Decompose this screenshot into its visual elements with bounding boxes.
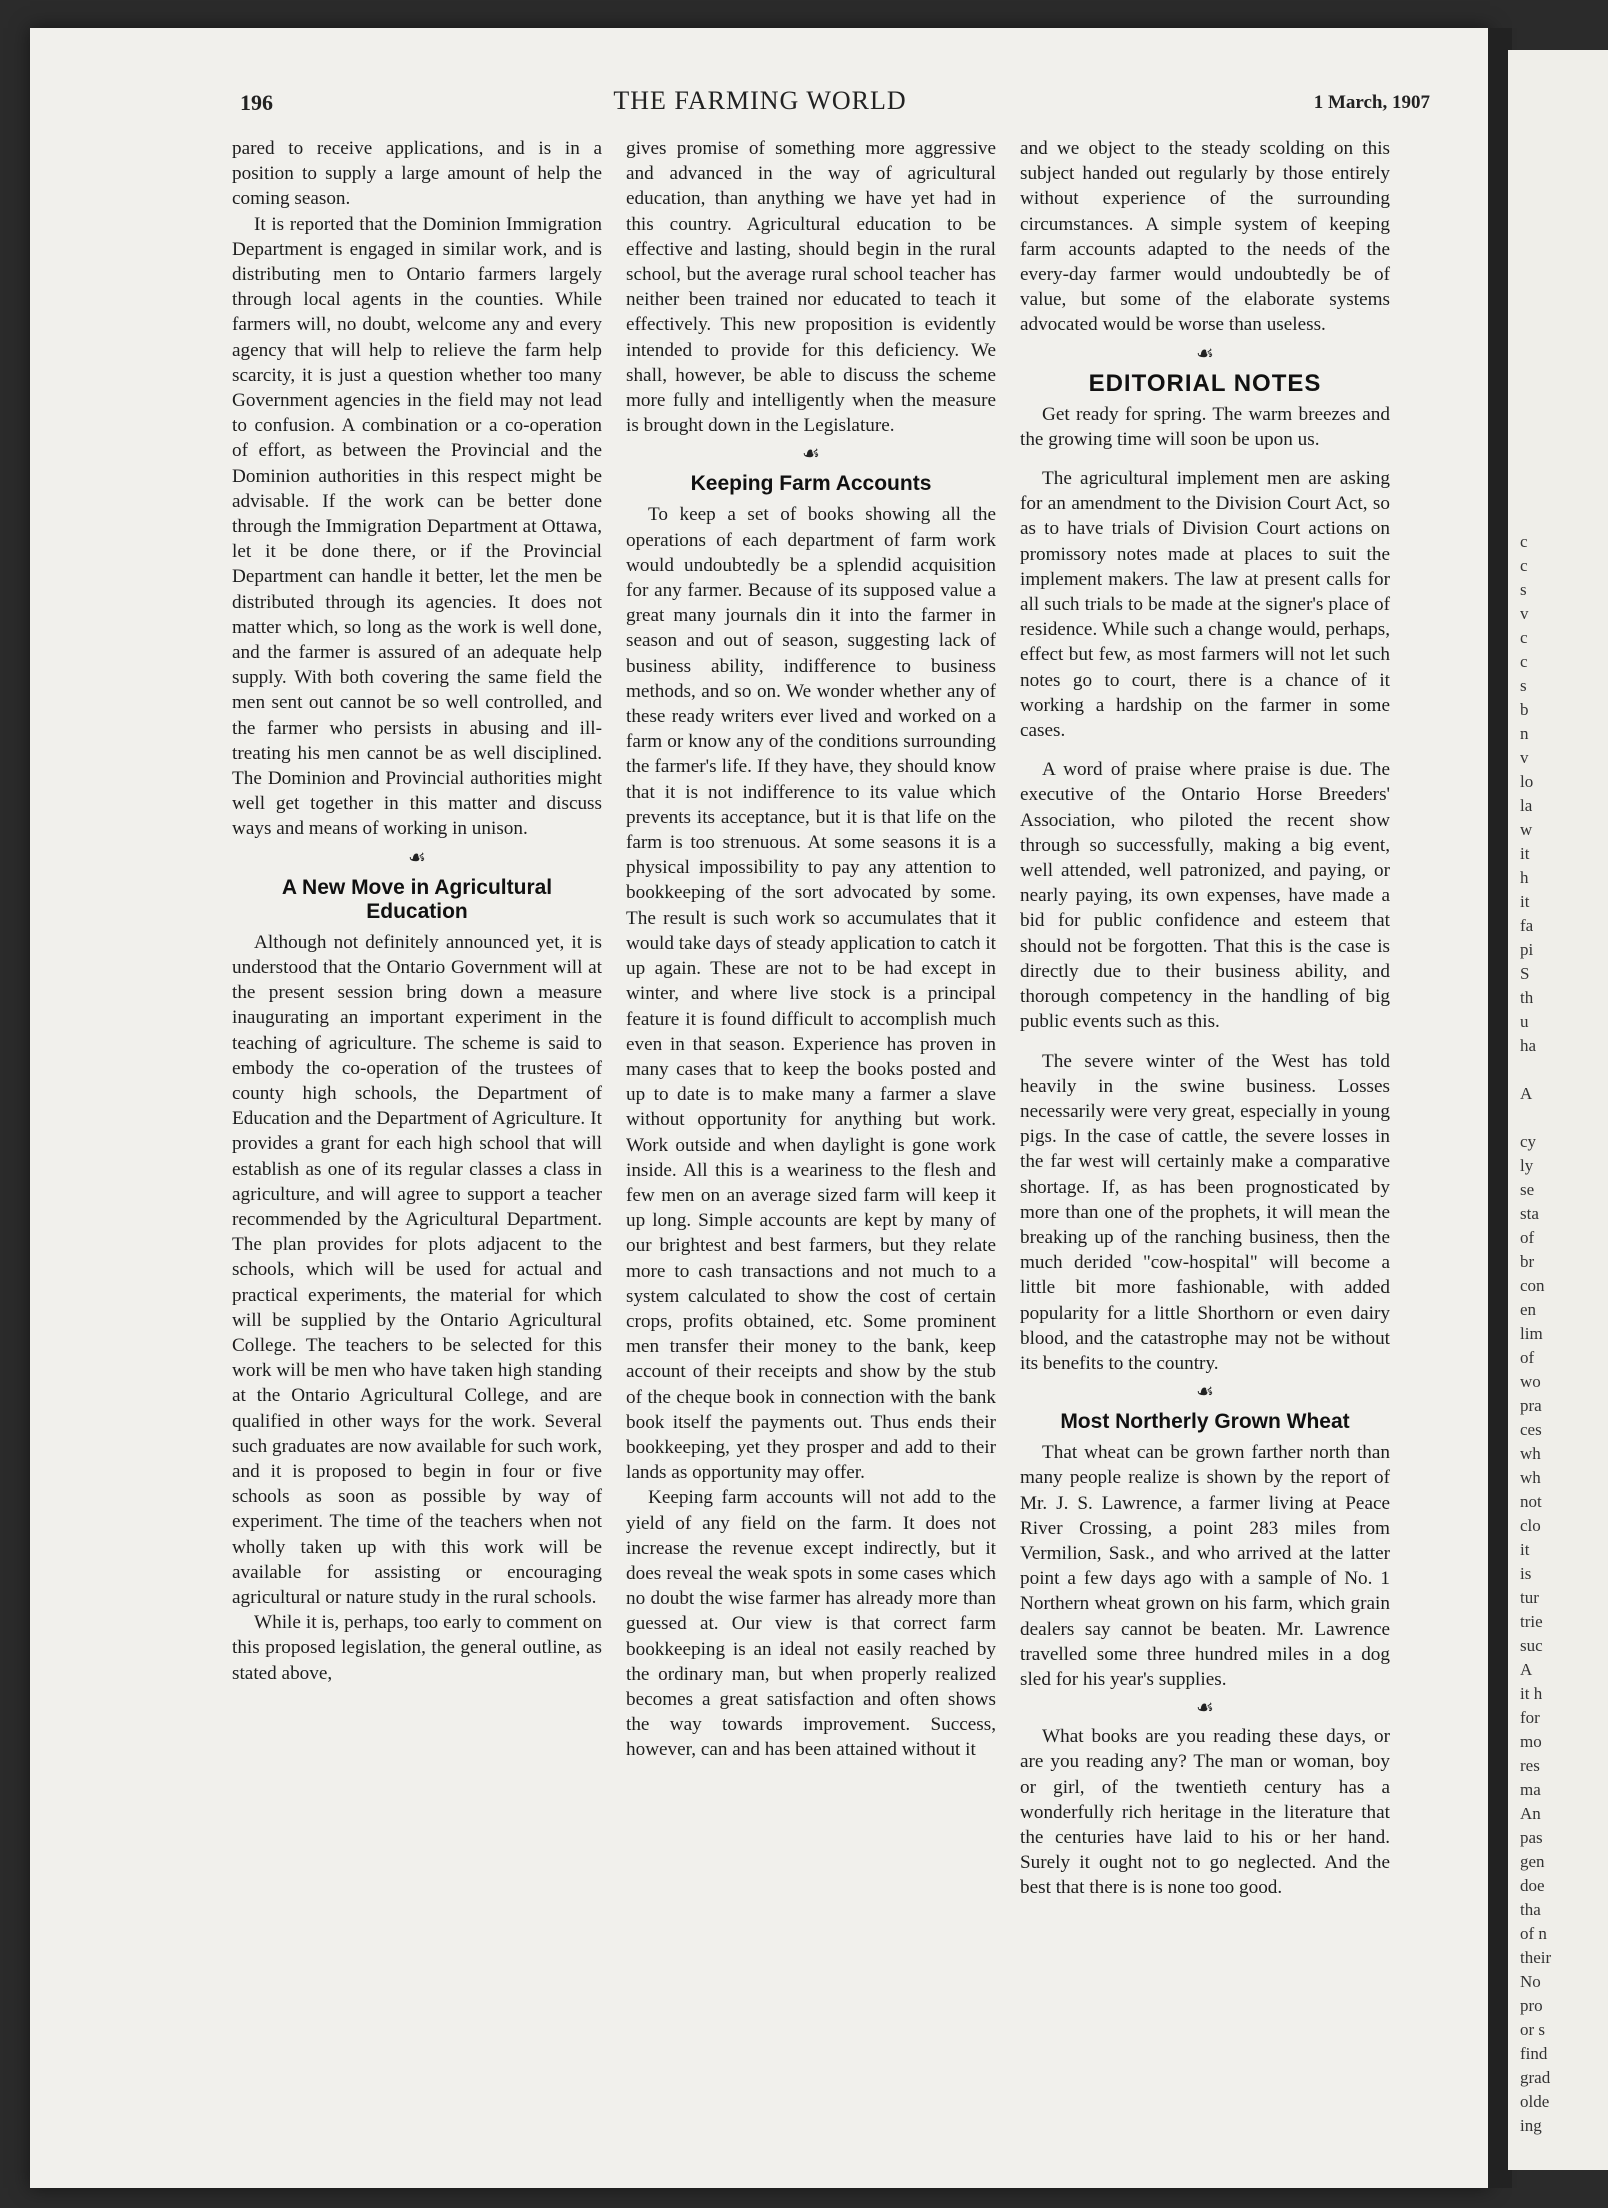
- section-heading: EDITORIAL NOTES: [1088, 369, 1322, 397]
- section-ornament: ☙: [408, 846, 426, 869]
- section-ornament: ☙: [1196, 1697, 1214, 1720]
- section-ornament: ☙: [1196, 1381, 1214, 1404]
- paragraph: Keeping farm accounts will not add to the yield of any field on the farm. It does not increase the revenue except indirectly, but it does reveal the weak spots in some cases which no doubt the wise farmer has already more than guessed at. Our view is that correct farm bookkeeping is an ideal not easily reached by the ordinary man, but when properly realized becomes a great satisfaction and often shows the way towards improvement. Success, however, can and has been attained without it: [626, 1487, 996, 1761]
- paragraph: gives promise of something more aggressive and advanced in the way of agricultural education, than anything we have yet had in this country. Agricultural education to be effective and lasting, should begin in the rural school, but the average rural school teacher has neither been trained nor educated to teach it effectively. This new proposition is evidently intended to provide for this deficiency. We shall, however, be able to discuss the scheme more fully and intelligently when the measure is brought down in the Legislature.: [626, 138, 996, 437]
- journal-title: THE FARMING WORLD: [613, 86, 907, 115]
- article-heading: Most Northerly Grown Wheat: [1060, 1410, 1350, 1434]
- paragraph: Get ready for spring. The warm breezes and the growing time will soon be upon us.: [1020, 403, 1390, 450]
- column-1: [232, 136, 602, 1686]
- page-header: [30, 80, 1490, 120]
- paragraph: A word of praise where praise is due. The executive of the Ontario Horse Breeders' Association, who piloted the recent show through so successfully, making a big event, well attended, well patronized, and paying, or nearly paying, its own expenses, have made a bid for public confidence and esteem that should not be forgotten. That this is the case is directly due to their business ability, and thorough competency in the handling of big public events such as this.: [1020, 759, 1390, 1033]
- column-3: [1020, 136, 1390, 1901]
- section-ornament: ☙: [802, 443, 820, 466]
- paragraph: To keep a set of books showing all the operations of each department of farm work would undoubtedly be a splendid acquisition for any farmer. Because of its supposed value a great many journals din it into the farmer in season and out of season, suggesting lack of business ability, indifference to business methods, and so on. We wonder whether any of these ready writers ever lived and worked on a farm or know any of the conditions surrounding the farmer's life. If they have, they should know that it is not indifference to its value which prevents its acceptance, but it is that life on the farm is too strenuous. At some seasons it is a physical impossibility to pay any attention to bookkeeping of the sort advocated by some. The result is such work so accumulates that it would take days of steady application to catch it up again. These are not to be had except in winter, and where live stock is a principal feature it is found difficult to accomplish much even in that season. Experience has proven in many cases that to keep the books posted and up to date is to make many a farmer a slave without opportunity for anything but work. Work outside and when daylight is gone work inside. All this is a weariness to the flesh and few men on an average sized farm will keep it up long. Simple accounts are kept by many of our brightest and best farmers, but they relate more to cash transactions and not much to a system calculated to show the cost of certain crops, profits obtained, etc. Some prominent men transfer their money to the bank, keep account of their receipts and show by the stub of the cheque book in connection with the bank book itself the payments out. Thus ends their bookkeeping, yet they prosper and add to their lands as opportunity may offer.: [626, 504, 996, 1484]
- paragraph: What books are you reading these days, or are you reading any? The man or woman, boy or girl, of the twentieth century has a wonderfully rich heritage in the literature that the centuries have laid to his or her hand. Surely it ought not to go neglected. And the best that there is is none too good.: [1020, 1726, 1390, 1899]
- article-heading: Keeping Farm Accounts: [690, 472, 932, 496]
- paragraph: pared to receive applications, and is in a position to supply a large amount of help the coming season.: [232, 138, 602, 210]
- article-heading: A New Move in Agricultural Education: [281, 875, 553, 923]
- paragraph: While it is, perhaps, too early to comment on this proposed legislation, the general outline, as stated above,: [232, 1612, 602, 1684]
- paragraph: The severe winter of the West has told heavily in the swine business. Losses necessarily were very great, especially in young pigs. In the case of cattle, the severe losses in the far west will certainly make a comparative shortage. If, as has been prognosticated by more than one of the prophets, it will mean the breaking up of the ranching business, then the much derided "cow-hospital" will become a little bit more fashionable, with added popularity for a little Shorthorn or even dairy blood, and the catastrophe may not be without its benefits to the country.: [1020, 1050, 1390, 1374]
- issue-date: 1 March, 1907: [1313, 92, 1430, 113]
- adjacent-page-text: c c s v c c s b n v lo la w it h it fa pi S th u ha A cy ly se sta of br con en lim of wo pra ces wh wh not clo it is tur trie suc A it h for mo res ma An pas gen doe tha of n their No pro or s find grad olde ing: [1520, 532, 1552, 2135]
- paragraph: The agricultural implement men are asking for an amendment to the Division Court Act, so as to have trials of Division Court actions on promissory notes made at places to suit the implement makers. The law at present calls for all such trials to be made at the signer's place of residence. While such a change would, perhaps, effect but few, as most farmers will not let such notes go to court, there is a chance of it working a hardship on the farmer in some cases.: [1020, 468, 1390, 742]
- column-2: [626, 136, 996, 1763]
- page-number: 196: [240, 90, 273, 115]
- adjacent-page-edge: [1508, 50, 1608, 2170]
- section-ornament: ☙: [1196, 342, 1214, 365]
- paragraph: It is reported that the Dominion Immigration Department is engaged in similar work, and is distributing men to Ontario farmers largely through local agents in the counties. While farmers will, no doubt, welcome any and every agency that will help to relieve the farm help scarcity, it is just a question whether too many Government agencies in the field may not lead to confusion. A combination or a co-operation of effort, as between the Provincial and the Dominion authorities in this respect might be advisable. If the work can be better done through the Immigration Department at Ottawa, let it be done there, or if the Provincial Department can handle it better, let the men be distributed through its agencies. It does not matter which, so long as the work is well done, and the farmer is assured of an adequate help supply. With both covering the same field the men sent out cannot be so well controlled, and the farmer who persists in abusing and ill-treating his men cannot be as well disciplined. The Dominion and Provincial authorities might well get together in this matter and discuss ways and means of working in unison.: [232, 213, 602, 840]
- paragraph: That wheat can be grown farther north than many people realize is shown by the report of Mr. J. S. Lawrence, a farmer living at Peace River Crossing, a point 283 miles from Vermilion, Sask., and who arrived at the latter point a few days ago with a sample of No. 1 Northern wheat grown on his farm, which grain dealers say cannot be beaten. Mr. Lawrence travelled some three hundred miles in a dog sled for his year's supplies.: [1020, 1442, 1390, 1690]
- paragraph: and we object to the steady scolding on this subject handed out regularly by those entirely without experience of the surrounding circumstances. A simple system of keeping farm accounts adapted to the needs of the every-day farmer would undoubtedly be of value, but some of the elaborate systems advocated would be worse than useless.: [1020, 138, 1390, 336]
- magazine-page: [30, 28, 1490, 2188]
- paragraph: Although not definitely announced yet, it is understood that the Ontario Government will at the present session bring down a measure inaugurating an important experiment in the teaching of agriculture. The scheme is said to embody the co-operation of the trustees of county high schools, the Department of Education and the Department of Agriculture. It provides a grant for each high school that will establish as one of its regular classes a class in agriculture, and will agree to support a teacher recommended by the Agricultural Department. The plan provides for plots adjacent to the schools, which will be used for actual and practical experiments, the material for which will be supplied by the Ontario Agricultural College. The teachers to be selected for this work will be men who have taken high standing at the Ontario Agricultural College, and are qualified in other ways for the work. Several such graduates are now available for such work, and it is proposed to begin in four or five schools as soon as possible by way of experiment. The time of the teachers when not wholly taken up with this work will be available for assisting or encouraging agricultural or nature study in the rural schools.: [232, 931, 602, 1608]
